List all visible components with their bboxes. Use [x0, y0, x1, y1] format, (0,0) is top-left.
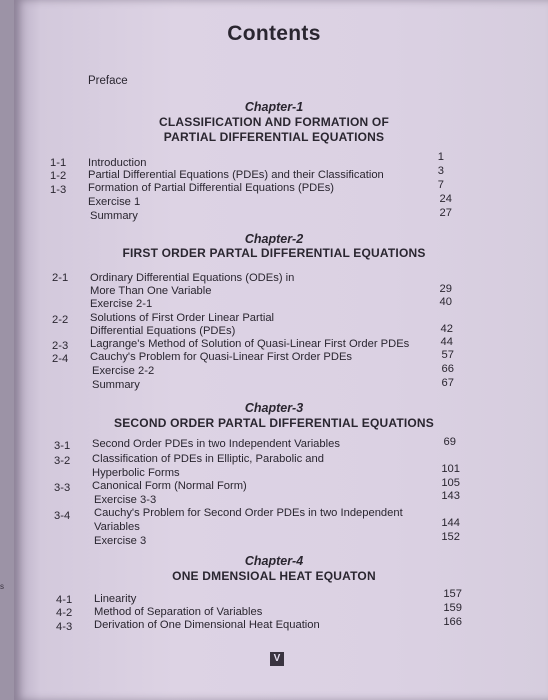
toc-entry: Exercise 2-1 — [90, 298, 153, 310]
entry-page: 57 — [441, 349, 454, 361]
entry-page: 44 — [440, 336, 453, 348]
toc-entry: Cauchy's Problem for Quasi-Linear First Order PDEs — [90, 351, 353, 363]
toc-entry: Exercise 1 — [88, 196, 141, 208]
entry-number: 1-3 — [50, 184, 67, 196]
toc-entry: Partial Differential Equations (PDEs) and their Classification — [88, 169, 384, 181]
page-number: V — [270, 652, 284, 666]
entry-number: 3-3 — [54, 482, 71, 494]
entry-number: 2-4 — [52, 353, 69, 365]
toc-entry: Summary — [90, 210, 138, 222]
chapter-1-title-line-2: PARTIAL DIFFERENTIAL EQUATIONS — [163, 130, 385, 144]
chapter-1-label: Chapter-1 — [244, 100, 304, 114]
entry-number: 1-2 — [50, 170, 67, 182]
toc-entry: Derivation of One Dimensional Heat Equation — [94, 619, 320, 631]
entry-number: 3-2 — [54, 455, 71, 467]
toc-entry: Variables — [94, 521, 140, 533]
chapter-1-title-line-1: CLASSIFICATION AND FORMATION OF — [159, 115, 389, 129]
entry-page: 27 — [439, 207, 452, 219]
entry-page: 1 — [437, 151, 444, 163]
toc-entry: Formation of Partial Differential Equations (PDEs) — [88, 182, 335, 194]
toc-entry: Cauchy's Problem for Second Order PDEs in two Independent — [94, 507, 403, 519]
toc-entry: Summary — [92, 379, 140, 391]
toc-entry: Exercise 3 — [94, 535, 147, 547]
entry-page: 157 — [443, 588, 462, 600]
toc-entry: Solutions of First Order Linear Partial — [90, 312, 275, 324]
entry-page: 143 — [441, 490, 460, 502]
entry-page: 159 — [443, 602, 462, 614]
entry-page: 40 — [439, 296, 452, 308]
entry-page: 3 — [437, 165, 444, 177]
left-edge-mark: s — [0, 582, 4, 591]
chapter-3-title: SECOND ORDER PARTAL DIFFERENTIAL EQUATIONS — [114, 416, 434, 430]
toc-entry: Lagrange's Method of Solution of Quasi-Linear First Order PDEs — [90, 338, 410, 350]
toc-entry: Method of Separation of Variables — [94, 606, 263, 618]
chapter-4-title: ONE DMENSIOAL HEAT EQUATON — [172, 569, 376, 583]
chapter-2-label: Chapter-2 — [244, 232, 304, 246]
toc-entry: Introduction — [88, 157, 147, 169]
entry-page: 105 — [441, 477, 460, 489]
entry-page: 69 — [443, 436, 456, 448]
entry-number: 3-1 — [54, 440, 71, 452]
toc-entry: Ordinary Differential Equations (ODEs) in — [90, 272, 295, 284]
toc-entry: Exercise 2-2 — [92, 365, 155, 377]
toc-entry: Hyperbolic Forms — [92, 467, 180, 479]
toc-entry: Canonical Form (Normal Form) — [92, 480, 247, 492]
page-title: Contents — [227, 22, 321, 45]
preface-entry: Preface — [88, 75, 128, 87]
toc-entry: Differential Equations (PDEs) — [90, 325, 236, 337]
chapter-4-label: Chapter-4 — [244, 554, 304, 568]
entry-page: 166 — [443, 616, 462, 628]
entry-number: 3-4 — [54, 510, 71, 522]
chapter-3-label: Chapter-3 — [244, 401, 304, 415]
chapter-2-title: FIRST ORDER PARTAL DIFFERENTIAL EQUATIONS — [122, 246, 426, 260]
entry-page: 7 — [437, 179, 444, 191]
entry-number: 2-1 — [52, 272, 69, 284]
entry-page: 29 — [439, 283, 452, 295]
entry-page: 152 — [441, 531, 460, 543]
entry-page: 144 — [441, 517, 460, 529]
entry-page: 24 — [439, 193, 452, 205]
entry-number: 1-1 — [50, 157, 67, 169]
toc-entry: Linearity — [94, 593, 137, 605]
entry-number: 4-1 — [56, 594, 73, 606]
entry-number: 4-2 — [56, 607, 73, 619]
entry-number: 4-3 — [56, 621, 73, 633]
toc-entry: Classification of PDEs in Elliptic, Parabolic and — [92, 453, 324, 465]
entry-page: 66 — [441, 363, 454, 375]
entry-page: 101 — [441, 463, 460, 475]
entry-number: 2-2 — [52, 314, 69, 326]
entry-page: 67 — [441, 377, 454, 389]
entry-page: 42 — [440, 323, 453, 335]
entry-number: 2-3 — [52, 340, 69, 352]
toc-entry: More Than One Variable — [90, 285, 212, 297]
toc-entry: Exercise 3-3 — [94, 494, 157, 506]
toc-entry: Second Order PDEs in two Independent Variables — [92, 438, 340, 450]
